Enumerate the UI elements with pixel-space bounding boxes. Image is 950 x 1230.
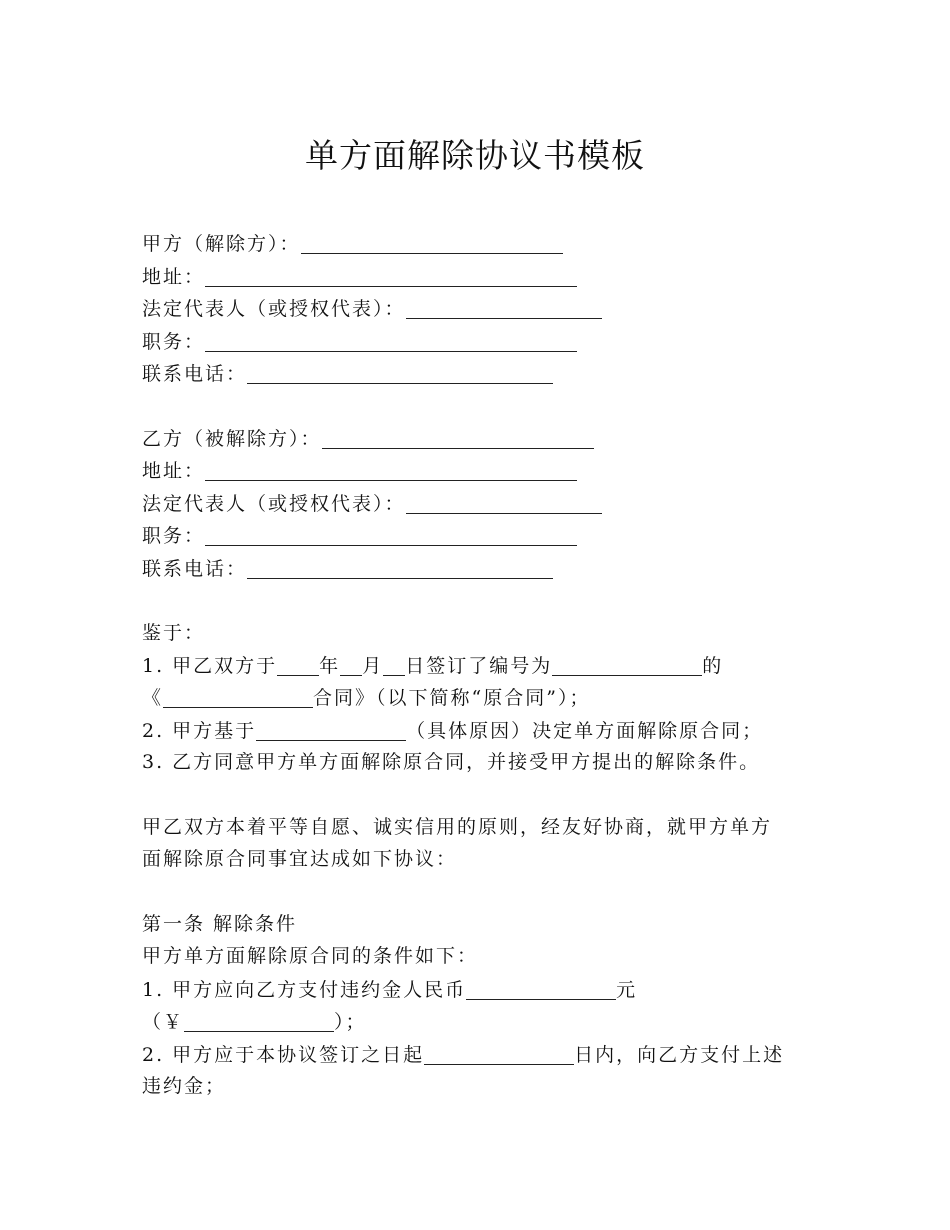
party-a-address-blank [205,264,577,287]
party-b-name-label: 乙方（被解除方）： [142,428,322,450]
contract-number-label: 日签订了编号为 [405,655,553,677]
party-a-phone-label: 联系电话： [142,363,248,385]
party-b-address-label: 地址： [142,460,206,482]
party-a-rep-line [142,292,602,325]
reason-blank [256,718,406,741]
party-b-name-blank [322,426,594,449]
article-1-item-2-line-1 [142,1038,784,1071]
penalty-text: 1. 甲方应向乙方支付违约金人民币 [142,979,467,1001]
whereas-item-2-suffix: （具体原因）决定单方面解除原合同； [406,720,764,742]
party-a-phone-blank [247,361,553,384]
year-label: 年 [319,655,341,677]
yen-close: ）； [334,1011,367,1033]
contract-number-blank [552,653,702,676]
party-b-address-line [142,454,577,487]
payment-deadline-suffix: 日内，向乙方支付上述 [574,1044,785,1066]
contract-name-blank [163,685,313,708]
penalty-figure-blank [184,1009,334,1032]
whereas-heading: 鉴于： [142,622,206,644]
party-a-name-line [142,227,563,260]
party-b-address-blank [205,458,577,481]
article-1-heading: 第一条 解除条件 [142,913,298,935]
party-b-rep-blank [406,491,602,514]
whereas-item-3: 3. 乙方同意甲方单方面解除原合同，并接受甲方提出的解除条件。 [142,751,761,773]
party-b-rep-line [142,487,602,520]
article-1-item-2-line-2: 违约金； [142,1075,227,1097]
whereas-item-1-line-1 [142,649,723,682]
year-blank [277,653,319,676]
party-a-address-line [142,260,577,293]
month-blank [340,653,362,676]
party-b-phone-label: 联系电话： [142,558,248,580]
party-b-phone-blank [247,556,553,579]
whereas-item-1-suffix: 的 [702,655,724,677]
whereas-item-1-text: 1. 甲乙双方于 [142,655,278,677]
party-b-phone-line [142,552,553,585]
month-label: 月 [362,655,384,677]
article-1-item-1-line-1 [142,973,637,1006]
party-a-name-blank [301,231,563,254]
preamble-line-1: 甲乙双方本着平等自愿、诚实信用的原则，经友好协商，就甲方单方 [142,816,773,838]
preamble-line-2: 面解除原合同事宜达成如下协议： [142,848,458,870]
currency-unit: 元 [616,979,638,1001]
article-1-item-1-line-2 [142,1005,367,1038]
whereas-item-2-text: 2. 甲方基于 [142,720,257,742]
party-a-rep-blank [406,296,602,319]
payment-deadline-text: 2. 甲方应于本协议签订之日起 [142,1044,425,1066]
party-a-name-label: 甲方（解除方）： [142,233,301,255]
article-1-intro: 甲方单方面解除原合同的条件如下： [142,945,479,967]
party-a-address-label: 地址： [142,266,206,288]
days-blank [424,1042,574,1065]
party-a-rep-label: 法定代表人（或授权代表）： [142,298,406,320]
penalty-amount-blank [466,977,616,1000]
party-a-position-line [142,325,577,358]
contract-name-close: 合同》（以下简称“原合同”）； [313,687,591,709]
party-b-rep-label: 法定代表人（或授权代表）： [142,493,406,515]
contract-name-open: 《 [142,687,164,709]
yen-open: （￥ [142,1011,185,1033]
party-a-position-label: 职务： [142,331,206,353]
day-blank [383,653,405,676]
party-a-phone-line [142,357,553,390]
whereas-item-2 [142,714,763,747]
party-b-position-line [142,519,577,552]
document-title: 单方面解除协议书模板 [305,136,645,175]
party-b-position-label: 职务： [142,525,206,547]
party-b-position-blank [205,523,577,546]
party-b-name-line [142,422,594,455]
party-a-position-blank [205,329,577,352]
whereas-item-1-line-2 [142,681,590,714]
